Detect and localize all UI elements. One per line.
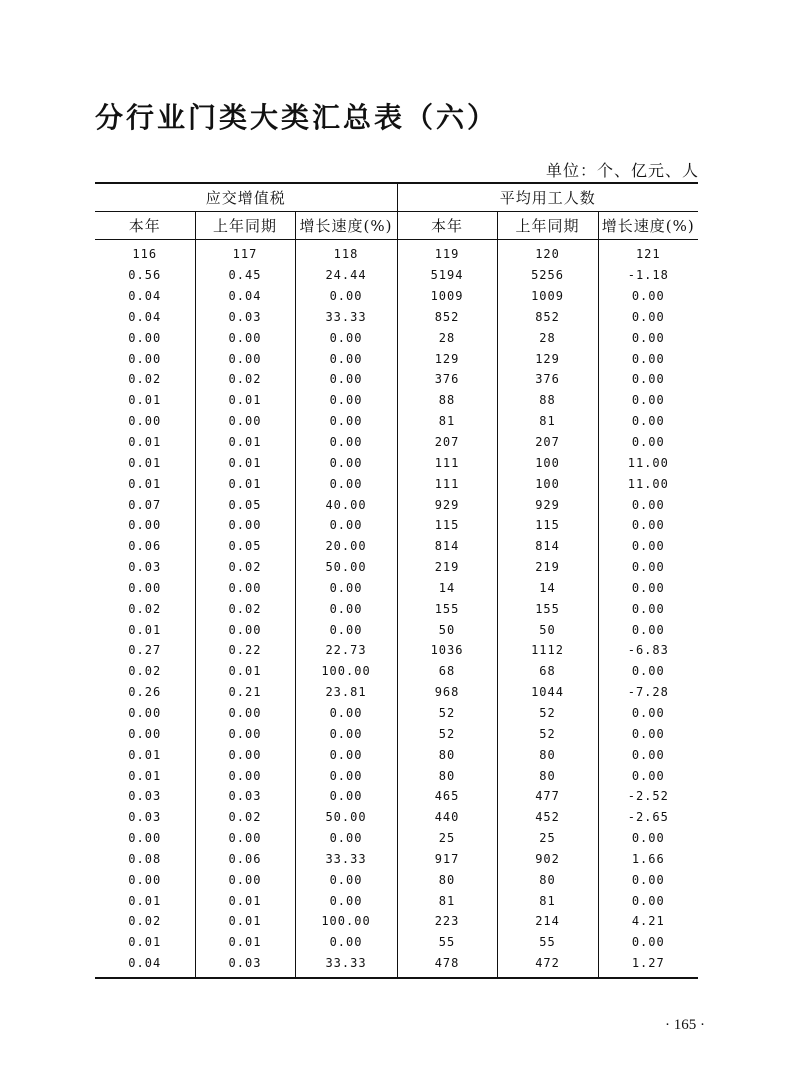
table-cell: 0.00	[128, 330, 162, 345]
table-cell: 0.00	[295, 703, 397, 724]
table-cell: 0.01	[128, 455, 162, 470]
table-row	[95, 240, 698, 265]
table-row	[95, 848, 698, 869]
table-cell: 0.02	[195, 557, 295, 578]
data-table	[95, 182, 698, 979]
table-cell: 0.00	[295, 432, 397, 453]
table-row	[95, 348, 698, 369]
table-cell: 0.00	[598, 578, 698, 599]
table-cell: 0.00	[195, 515, 295, 536]
table-cell: 50	[497, 619, 598, 640]
table-cell: 0.00	[598, 828, 698, 849]
table-row	[95, 932, 698, 953]
table-cell: 0.01	[195, 932, 295, 953]
table-cell: 25	[397, 828, 497, 849]
table-cell: 0.00	[295, 786, 397, 807]
table-cell: 0.01	[195, 890, 295, 911]
unit-label: 单位：个、亿元、人	[545, 161, 699, 180]
table-cell: 0.03	[195, 953, 295, 978]
table-cell: 0.00	[195, 744, 295, 765]
table-cell: 1009	[397, 286, 497, 307]
table-cell: 0.00	[128, 726, 162, 741]
table-cell: 0.00	[295, 390, 397, 411]
table-cell: 0.02	[128, 914, 162, 929]
table-cell: 0.00	[128, 351, 162, 366]
table-cell: 219	[497, 557, 598, 578]
table-cell: 0.00	[195, 578, 295, 599]
table-cell: 25	[497, 828, 598, 849]
table-cell: 81	[397, 411, 497, 432]
table-cell: 115	[497, 515, 598, 536]
table-cell: 120	[497, 240, 598, 265]
table-row	[95, 869, 698, 890]
table-cell: 477	[497, 786, 598, 807]
table-cell: 81	[497, 890, 598, 911]
table-cell: 11.00	[598, 473, 698, 494]
table-cell: 472	[497, 953, 598, 978]
table-cell: 452	[497, 807, 598, 828]
table-cell: 33.33	[295, 848, 397, 869]
table-cell: 22.73	[295, 640, 397, 661]
column-header: 增长速度(%)	[295, 212, 397, 240]
column-header: 上年同期	[195, 212, 295, 240]
table-cell: 0.08	[128, 851, 162, 866]
table-row	[95, 744, 698, 765]
table-cell: 219	[397, 557, 497, 578]
table-cell: 68	[497, 661, 598, 682]
table-row	[95, 703, 698, 724]
table-cell: 207	[397, 432, 497, 453]
table-cell: 0.00	[295, 932, 397, 953]
table-row	[95, 619, 698, 640]
table-cell: 207	[497, 432, 598, 453]
table-cell: 0.00	[598, 557, 698, 578]
table-cell: 814	[397, 536, 497, 557]
table-cell: 100	[497, 473, 598, 494]
table-cell: 902	[497, 848, 598, 869]
table-cell: 50.00	[295, 807, 397, 828]
table-cell: 814	[497, 536, 598, 557]
table-cell: 0.00	[128, 705, 162, 720]
group-header-vat: 应交增值税	[95, 183, 397, 212]
table-cell: 100.00	[295, 911, 397, 932]
table-cell: 0.01	[128, 622, 162, 637]
table-cell: 24.44	[295, 265, 397, 286]
table-row	[95, 369, 698, 390]
table-cell: 0.06	[128, 539, 162, 554]
column-header: 本年	[397, 212, 497, 240]
table-cell: 50	[397, 619, 497, 640]
table-cell: 80	[397, 869, 497, 890]
table-cell: 0.03	[195, 786, 295, 807]
table-cell: 0.02	[195, 807, 295, 828]
table-cell: 0.00	[598, 432, 698, 453]
table-cell: 1036	[397, 640, 497, 661]
table-cell: 68	[397, 661, 497, 682]
table-cell: 0.01	[195, 432, 295, 453]
table-row	[95, 557, 698, 578]
table-cell: 0.01	[128, 893, 162, 908]
table-cell: 0.04	[195, 286, 295, 307]
table-cell: 0.01	[128, 768, 162, 783]
table-cell: 0.00	[598, 411, 698, 432]
table-cell: 1112	[497, 640, 598, 661]
table-cell: 100.00	[295, 661, 397, 682]
table-cell: -7.28	[598, 682, 698, 703]
table-cell: 0.00	[128, 414, 162, 429]
table-cell: 0.00	[598, 744, 698, 765]
table-cell: 40.00	[295, 494, 397, 515]
table-cell: 81	[397, 890, 497, 911]
table-cell: 0.06	[195, 848, 295, 869]
table-cell: 0.00	[295, 869, 397, 890]
table-cell: 0.00	[295, 411, 397, 432]
table-cell: 119	[397, 240, 497, 265]
table-cell: 33.33	[295, 953, 397, 978]
table-cell: 111	[397, 452, 497, 473]
table-cell: 0.01	[128, 476, 162, 491]
table-row	[95, 723, 698, 744]
table-cell: 0.00	[295, 327, 397, 348]
column-header: 本年	[95, 212, 195, 240]
table-cell: 0.01	[195, 452, 295, 473]
table-cell: 80	[497, 744, 598, 765]
table-cell: 0.56	[128, 268, 162, 283]
table-cell: -6.83	[598, 640, 698, 661]
table-cell: 0.00	[195, 411, 295, 432]
table-cell: 0.02	[195, 598, 295, 619]
table-cell: 0.00	[295, 598, 397, 619]
table-cell: 80	[497, 869, 598, 890]
group-header-row	[95, 183, 698, 212]
table-cell: 28	[397, 327, 497, 348]
table-cell: 0.05	[195, 536, 295, 557]
table-cell: 55	[497, 932, 598, 953]
table-cell: 55	[397, 932, 497, 953]
table-cell: 0.00	[195, 765, 295, 786]
table-cell: 52	[497, 703, 598, 724]
table-cell: 0.00	[295, 452, 397, 473]
table-cell: 0.03	[128, 789, 162, 804]
table-cell: 0.00	[598, 598, 698, 619]
table-row	[95, 890, 698, 911]
page-title: 分行业门类大类汇总表（六）	[95, 101, 499, 134]
table-cell: -2.65	[598, 807, 698, 828]
table-cell: 0.00	[598, 765, 698, 786]
column-header: 上年同期	[497, 212, 598, 240]
table-cell: 23.81	[295, 682, 397, 703]
table-cell: 0.00	[598, 369, 698, 390]
table-cell: 0.00	[128, 831, 162, 846]
table-cell: 0.00	[295, 890, 397, 911]
table-row	[95, 411, 698, 432]
table-cell: 1009	[497, 286, 598, 307]
table-cell: 0.00	[598, 723, 698, 744]
table-row	[95, 494, 698, 515]
table-cell: 155	[397, 598, 497, 619]
table-row	[95, 265, 698, 286]
table-cell: 0.04	[128, 309, 162, 324]
table-cell: 80	[397, 765, 497, 786]
table-cell: 52	[397, 703, 497, 724]
table-row	[95, 307, 698, 328]
table-row	[95, 286, 698, 307]
table-cell: 0.27	[128, 643, 162, 658]
table-cell: 115	[397, 515, 497, 536]
table-cell: 88	[397, 390, 497, 411]
table-cell: 0.45	[195, 265, 295, 286]
table-cell: 129	[497, 348, 598, 369]
column-header-row	[95, 212, 698, 240]
table-row	[95, 828, 698, 849]
table-cell: 852	[397, 307, 497, 328]
table-cell: 0.00	[195, 723, 295, 744]
table-cell: 0.00	[295, 744, 397, 765]
table-cell: 1.27	[598, 953, 698, 978]
table-cell: 0.01	[128, 747, 162, 762]
table-cell: 0.00	[598, 932, 698, 953]
table-cell: 0.00	[598, 390, 698, 411]
table-cell: 0.00	[195, 327, 295, 348]
table-cell: 28	[497, 327, 598, 348]
table-cell: 0.00	[598, 307, 698, 328]
table-cell: 929	[497, 494, 598, 515]
table-cell: 0.00	[195, 348, 295, 369]
page-number: · 165 ·	[665, 1017, 705, 1033]
table-cell: 0.21	[195, 682, 295, 703]
group-header-employees: 平均用工人数	[397, 183, 698, 212]
table-cell: 0.00	[195, 869, 295, 890]
table-cell: 0.00	[598, 348, 698, 369]
table-cell: 11.00	[598, 452, 698, 473]
table-cell: 0.02	[195, 369, 295, 390]
table-row	[95, 598, 698, 619]
table-row	[95, 953, 698, 978]
table-cell: 100	[497, 452, 598, 473]
table-cell: 4.21	[598, 911, 698, 932]
table-cell: 0.00	[598, 515, 698, 536]
table-cell: -2.52	[598, 786, 698, 807]
table-row	[95, 515, 698, 536]
table-row	[95, 911, 698, 932]
table-cell: 88	[497, 390, 598, 411]
table-cell: 0.01	[195, 661, 295, 682]
table-row	[95, 578, 698, 599]
table-row	[95, 327, 698, 348]
table-row	[95, 640, 698, 661]
table-cell: 0.04	[128, 956, 162, 971]
table-row	[95, 536, 698, 557]
table-row	[95, 432, 698, 453]
table-row	[95, 390, 698, 411]
table-cell: 5256	[497, 265, 598, 286]
table-body	[95, 240, 698, 978]
table-cell: 33.33	[295, 307, 397, 328]
table-cell: 0.00	[598, 286, 698, 307]
table-cell: 0.00	[295, 473, 397, 494]
table-row	[95, 452, 698, 473]
table-cell: 1.66	[598, 848, 698, 869]
table-row	[95, 765, 698, 786]
table-cell: 155	[497, 598, 598, 619]
table-cell: 121	[598, 240, 698, 265]
table-cell: 0.00	[598, 703, 698, 724]
table-cell: 0.00	[295, 515, 397, 536]
table-cell: 80	[497, 765, 598, 786]
table-cell: 0.00	[598, 327, 698, 348]
table-cell: 0.01	[195, 473, 295, 494]
table-cell: 118	[295, 240, 397, 265]
table-cell: 0.00	[195, 828, 295, 849]
table-cell: 0.00	[128, 518, 162, 533]
table-cell: 52	[497, 723, 598, 744]
table-cell: 0.01	[128, 935, 162, 950]
table-cell: 0.01	[128, 393, 162, 408]
table-cell: 0.03	[128, 810, 162, 825]
table-row	[95, 786, 698, 807]
table-cell: 968	[397, 682, 497, 703]
table-cell: 0.22	[195, 640, 295, 661]
table-cell: 0.03	[128, 560, 162, 575]
table-cell: 0.01	[128, 435, 162, 450]
table-cell: 0.00	[295, 723, 397, 744]
table-cell: 0.00	[195, 619, 295, 640]
table-cell: 0.00	[598, 536, 698, 557]
table-cell: 465	[397, 786, 497, 807]
table-row	[95, 473, 698, 494]
table-cell: 52	[397, 723, 497, 744]
table-cell: 0.02	[128, 372, 162, 387]
table-cell: 111	[397, 473, 497, 494]
table-row	[95, 682, 698, 703]
table-cell: 0.00	[598, 661, 698, 682]
table-row	[95, 661, 698, 682]
table-cell: 0.02	[128, 664, 162, 679]
table-cell: 0.02	[128, 601, 162, 616]
table-cell: 0.03	[195, 307, 295, 328]
table-cell: 0.00	[598, 890, 698, 911]
table-cell: 440	[397, 807, 497, 828]
table-cell: 117	[195, 240, 295, 265]
table-cell: 0.05	[195, 494, 295, 515]
table-cell: 0.26	[128, 685, 162, 700]
table-cell: 14	[397, 578, 497, 599]
table-cell: 376	[497, 369, 598, 390]
table-cell: -1.18	[598, 265, 698, 286]
table-cell: 0.00	[598, 619, 698, 640]
table-cell: 0.00	[295, 828, 397, 849]
table-cell: 917	[397, 848, 497, 869]
table-cell: 80	[397, 744, 497, 765]
table-cell: 0.00	[598, 494, 698, 515]
table-cell: 0.00	[295, 619, 397, 640]
table-cell: 0.00	[295, 348, 397, 369]
table-cell: 20.00	[295, 536, 397, 557]
table-cell: 929	[397, 494, 497, 515]
table-cell: 223	[397, 911, 497, 932]
table-cell: 0.07	[128, 497, 162, 512]
table-cell: 0.01	[195, 911, 295, 932]
table-cell: 214	[497, 911, 598, 932]
table-cell: 81	[497, 411, 598, 432]
table-cell: 1044	[497, 682, 598, 703]
table-cell: 5194	[397, 265, 497, 286]
table-row	[95, 807, 698, 828]
table-cell: 0.00	[295, 286, 397, 307]
table-cell: 478	[397, 953, 497, 978]
column-header: 增长速度(%)	[598, 212, 698, 240]
table-cell: 50.00	[295, 557, 397, 578]
table-cell: 0.00	[295, 369, 397, 390]
table-cell: 0.00	[295, 578, 397, 599]
table-cell: 129	[397, 348, 497, 369]
table-cell: 0.00	[195, 703, 295, 724]
table-cell: 0.01	[195, 390, 295, 411]
table-cell: 0.00	[598, 869, 698, 890]
table-cell: 0.04	[128, 289, 162, 304]
table-cell: 14	[497, 578, 598, 599]
table-cell: 0.00	[128, 872, 162, 887]
table-cell: 376	[397, 369, 497, 390]
table-cell: 0.00	[295, 765, 397, 786]
table-cell: 0.00	[128, 580, 162, 595]
table-cell: 852	[497, 307, 598, 328]
table-cell: 116	[132, 247, 158, 262]
